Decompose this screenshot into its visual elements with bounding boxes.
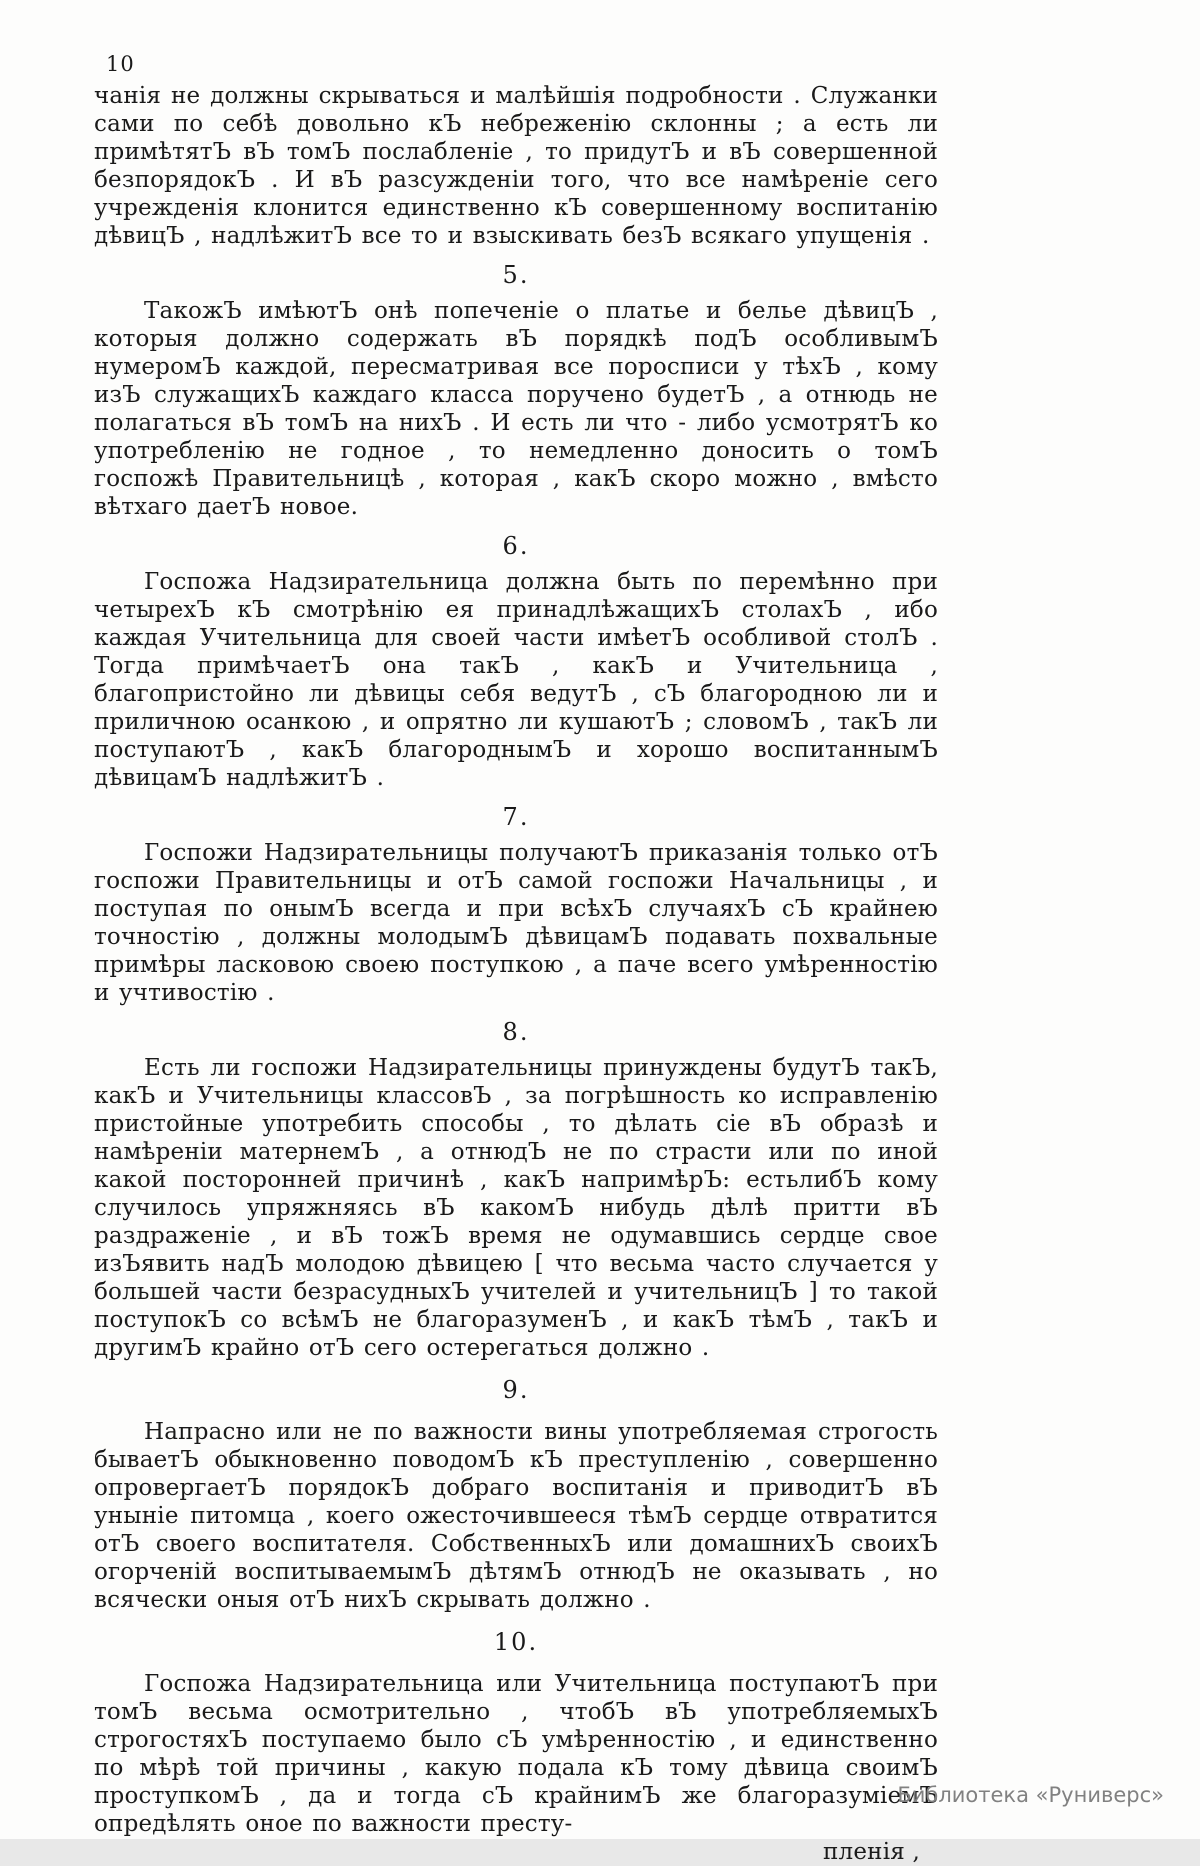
section-9-number: 9. [502, 1376, 530, 1404]
section-8-paragraph: Есть ли госпожи Надзирательницы принуждены будутЪ такЪ, какЪ и Учительницы классовЪ , за погрѣшность ко исправленію пристойные употребить способы , то дѣлать сіе вЪ образѣ и намѣреніи матернемЪ , а отнюдЪ не по страсти или по иной какой посторонней причинѣ , какЪ напримѣрЪ: естьлибЪ кому случилось упряжняясь вЪ какомЪ нибудь дѣлѣ притти вЪ раздраженіе , и вЪ тожЪ время не одумавшись сердце свое изЪявить надЪ молодою дѣвицею [ что весьма часто случается у большей части безрасудныхЪ учителей и учительницЪ ] то такой поступокЪ со всѣмЪ не благоразуменЪ , и какЪ тѣмЪ , такЪ и другимЪ крайно отЪ сего остерегаться должно . [94, 1055, 938, 1361]
section-5-number: 5. [502, 261, 530, 289]
paragraph-continuation: чанія не должны скрываться и малѣйшія подробности . Служанки сами по себѣ довольно кЪ небреженію склонны ; а есть ли примѣтятЪ вЪ томЪ послабленіе , то придутЪ и вЪ совершенной безпорядокЪ . И вЪ разсужденіи того, что все намѣреніе сего учрежденія клонится единственно кЪ совершенному воспитанію дѣвицЪ , надлѣжитЪ все то и взыскивать безЪ всякаго упущенія . [94, 83, 938, 249]
section-6-paragraph: Госпожа Надзирательница должна быть по перемѣнно при четырехЪ кЪ смотрѣнію ея принадлѣжащихЪ столахЪ , ибо каждая Учительница для своей части имѣетЪ особливой столЪ . Тогда примѣчаетЪ она такЪ , какЪ и Учительница , благопристойно ли дѣвицы себя ведутЪ , сЪ благородною ли и приличною осанкою , и опрятно ли кушаютЪ ; словомЪ , такЪ ли поступаютЪ , какЪ благороднымЪ и хорошо воспитаннымЪ дѣвицамЪ надлѣжитЪ . [94, 569, 938, 791]
section-7-number: 7. [502, 803, 530, 831]
catchword: пленія , [823, 1839, 920, 1865]
section-5-paragraph: ТакожЪ имѣютЪ онѣ попеченіе о платье и белье дѣвицЪ , которыя должно содержать вЪ порядкѣ подЪ особливымЪ нумеромЪ каждой, пересматривая все поросписи у тѣхЪ , кому изЪ служащихЪ каждаго класса поручено будетЪ , а отнюдь не полагаться вЪ томЪ на нихЪ . И есть ли что - либо усмотрятЪ ко употребленію не годное , то немедленно доносить о томЪ госпожѣ Правительницѣ , которая , какЪ скоро можно , вмѣсто вѣтхаго даетЪ новое. [94, 298, 938, 520]
library-watermark: Библиотека «Руниверс» [897, 1783, 1164, 1807]
page-number: 10 [106, 52, 135, 76]
section-7-paragraph: Госпожи Надзирательницы получаютЪ приказанія только отЪ госпожи Правительницы и отЪ самой госпожи Начальницы , и поступая по онымЪ всегда и при всѣхЪ случаяхЪ сЪ крайнею точностію , должны молодымЪ дѣвицамЪ подавать похвальные примѣры ласковою своею поступкою , а паче всего умѣренностію и учтивостію . [94, 840, 938, 1006]
section-8-number: 8. [502, 1018, 530, 1046]
section-10-number: 10. [493, 1628, 539, 1656]
section-9-paragraph: Напрасно или не по важности вины употребляемая строгость бываетЪ обыкновенно поводомЪ кЪ преступленію , совершенно опровергаетЪ порядокЪ добраго воспитанія и приводитЪ вЪ уныніе питомца , коего ожесточившееся тѣмЪ сердце отвратится отЪ своего воспитателя. СобственныхЪ или домашнихЪ своихЪ огорченій воспитываемымЪ дѣтямЪ отнюдЪ не оказывать , но всячески оныя отЪ нихЪ скрывать должно . [94, 1419, 938, 1613]
section-10-paragraph: Госпожа Надзирательница или Учительница поступаютЪ при томЪ весьма осмотрительно , чтобЪ вЪ употребляемыхЪ строгостяхЪ поступаемо было сЪ умѣренностію , и единственно по мѣрѣ той причины , какую подала кЪ тому дѣвица своимЪ проступкомЪ , да и тогда сЪ крайнимЪ же благоразуміемЪ опредѣлять оное по важности престу- [94, 1671, 938, 1837]
section-6-number: 6. [502, 532, 530, 560]
